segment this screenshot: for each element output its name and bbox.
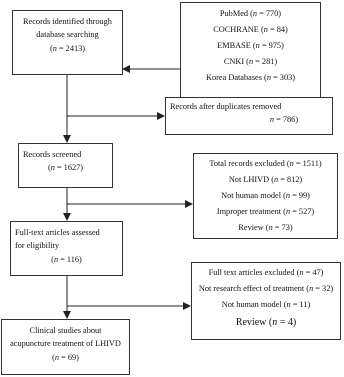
- database-pubmed: PubMed (n = 770): [219, 9, 282, 18]
- excluded-not-lhivd: Not LHIVD (n = 812): [228, 175, 303, 184]
- excluded-improper: Improper treatment (n = 527): [216, 207, 315, 216]
- ft-excluded-total: Full text articles excluded (n = 47): [208, 268, 324, 277]
- excluded-total: Total records excluded (n = 1511): [209, 159, 322, 168]
- clinical-line2: acupuncture treatment of LHIVD: [10, 339, 121, 349]
- clinical-line1: Clinical studies about: [29, 326, 102, 335]
- screened-count: (n = 1627): [47, 163, 84, 173]
- fulltext-assessed-box: [10, 221, 123, 276]
- records-excluded-box: [193, 153, 338, 239]
- fulltext-excluded-box: [191, 262, 341, 340]
- database-cochrane: COCHRANE (n = 84): [213, 25, 288, 34]
- duplicates-removed-box: [165, 97, 333, 135]
- fulltext-line1: Full-text articles assessed: [15, 228, 100, 237]
- fulltext-count: (n = 116): [51, 254, 82, 264]
- identified-count: (n = 2413): [49, 43, 86, 53]
- ft-excluded-review: Review (n = 4): [235, 317, 297, 328]
- ft-excluded-not-research: Not research effect of treatment (n = 32): [198, 284, 334, 293]
- database-cnki: CNKI (n = 281): [223, 57, 278, 66]
- ft-excluded-not-human: Not human model (n = 11): [221, 300, 311, 309]
- screened-line1: Records screened: [23, 150, 82, 159]
- database-korea: Korea Databases (n = 303): [205, 73, 296, 82]
- duplicates-count: n = 786): [269, 115, 299, 125]
- records-identified-box: [12, 10, 123, 75]
- clinical-count: (n = 69): [52, 352, 79, 362]
- duplicates-line1: Records after duplicates removed: [170, 102, 282, 111]
- excluded-review: Review (n = 73): [238, 223, 293, 232]
- clinical-studies-box: [1, 319, 130, 375]
- database-embase: EMBASE (n = 975): [217, 41, 284, 50]
- identified-line2: database searching: [36, 30, 99, 40]
- records-screened-box: [18, 143, 113, 188]
- identified-line1: Records identified through: [23, 17, 112, 26]
- excluded-not-human: Not human model (n = 99): [221, 191, 310, 200]
- fulltext-line2: for eligibility: [15, 241, 60, 251]
